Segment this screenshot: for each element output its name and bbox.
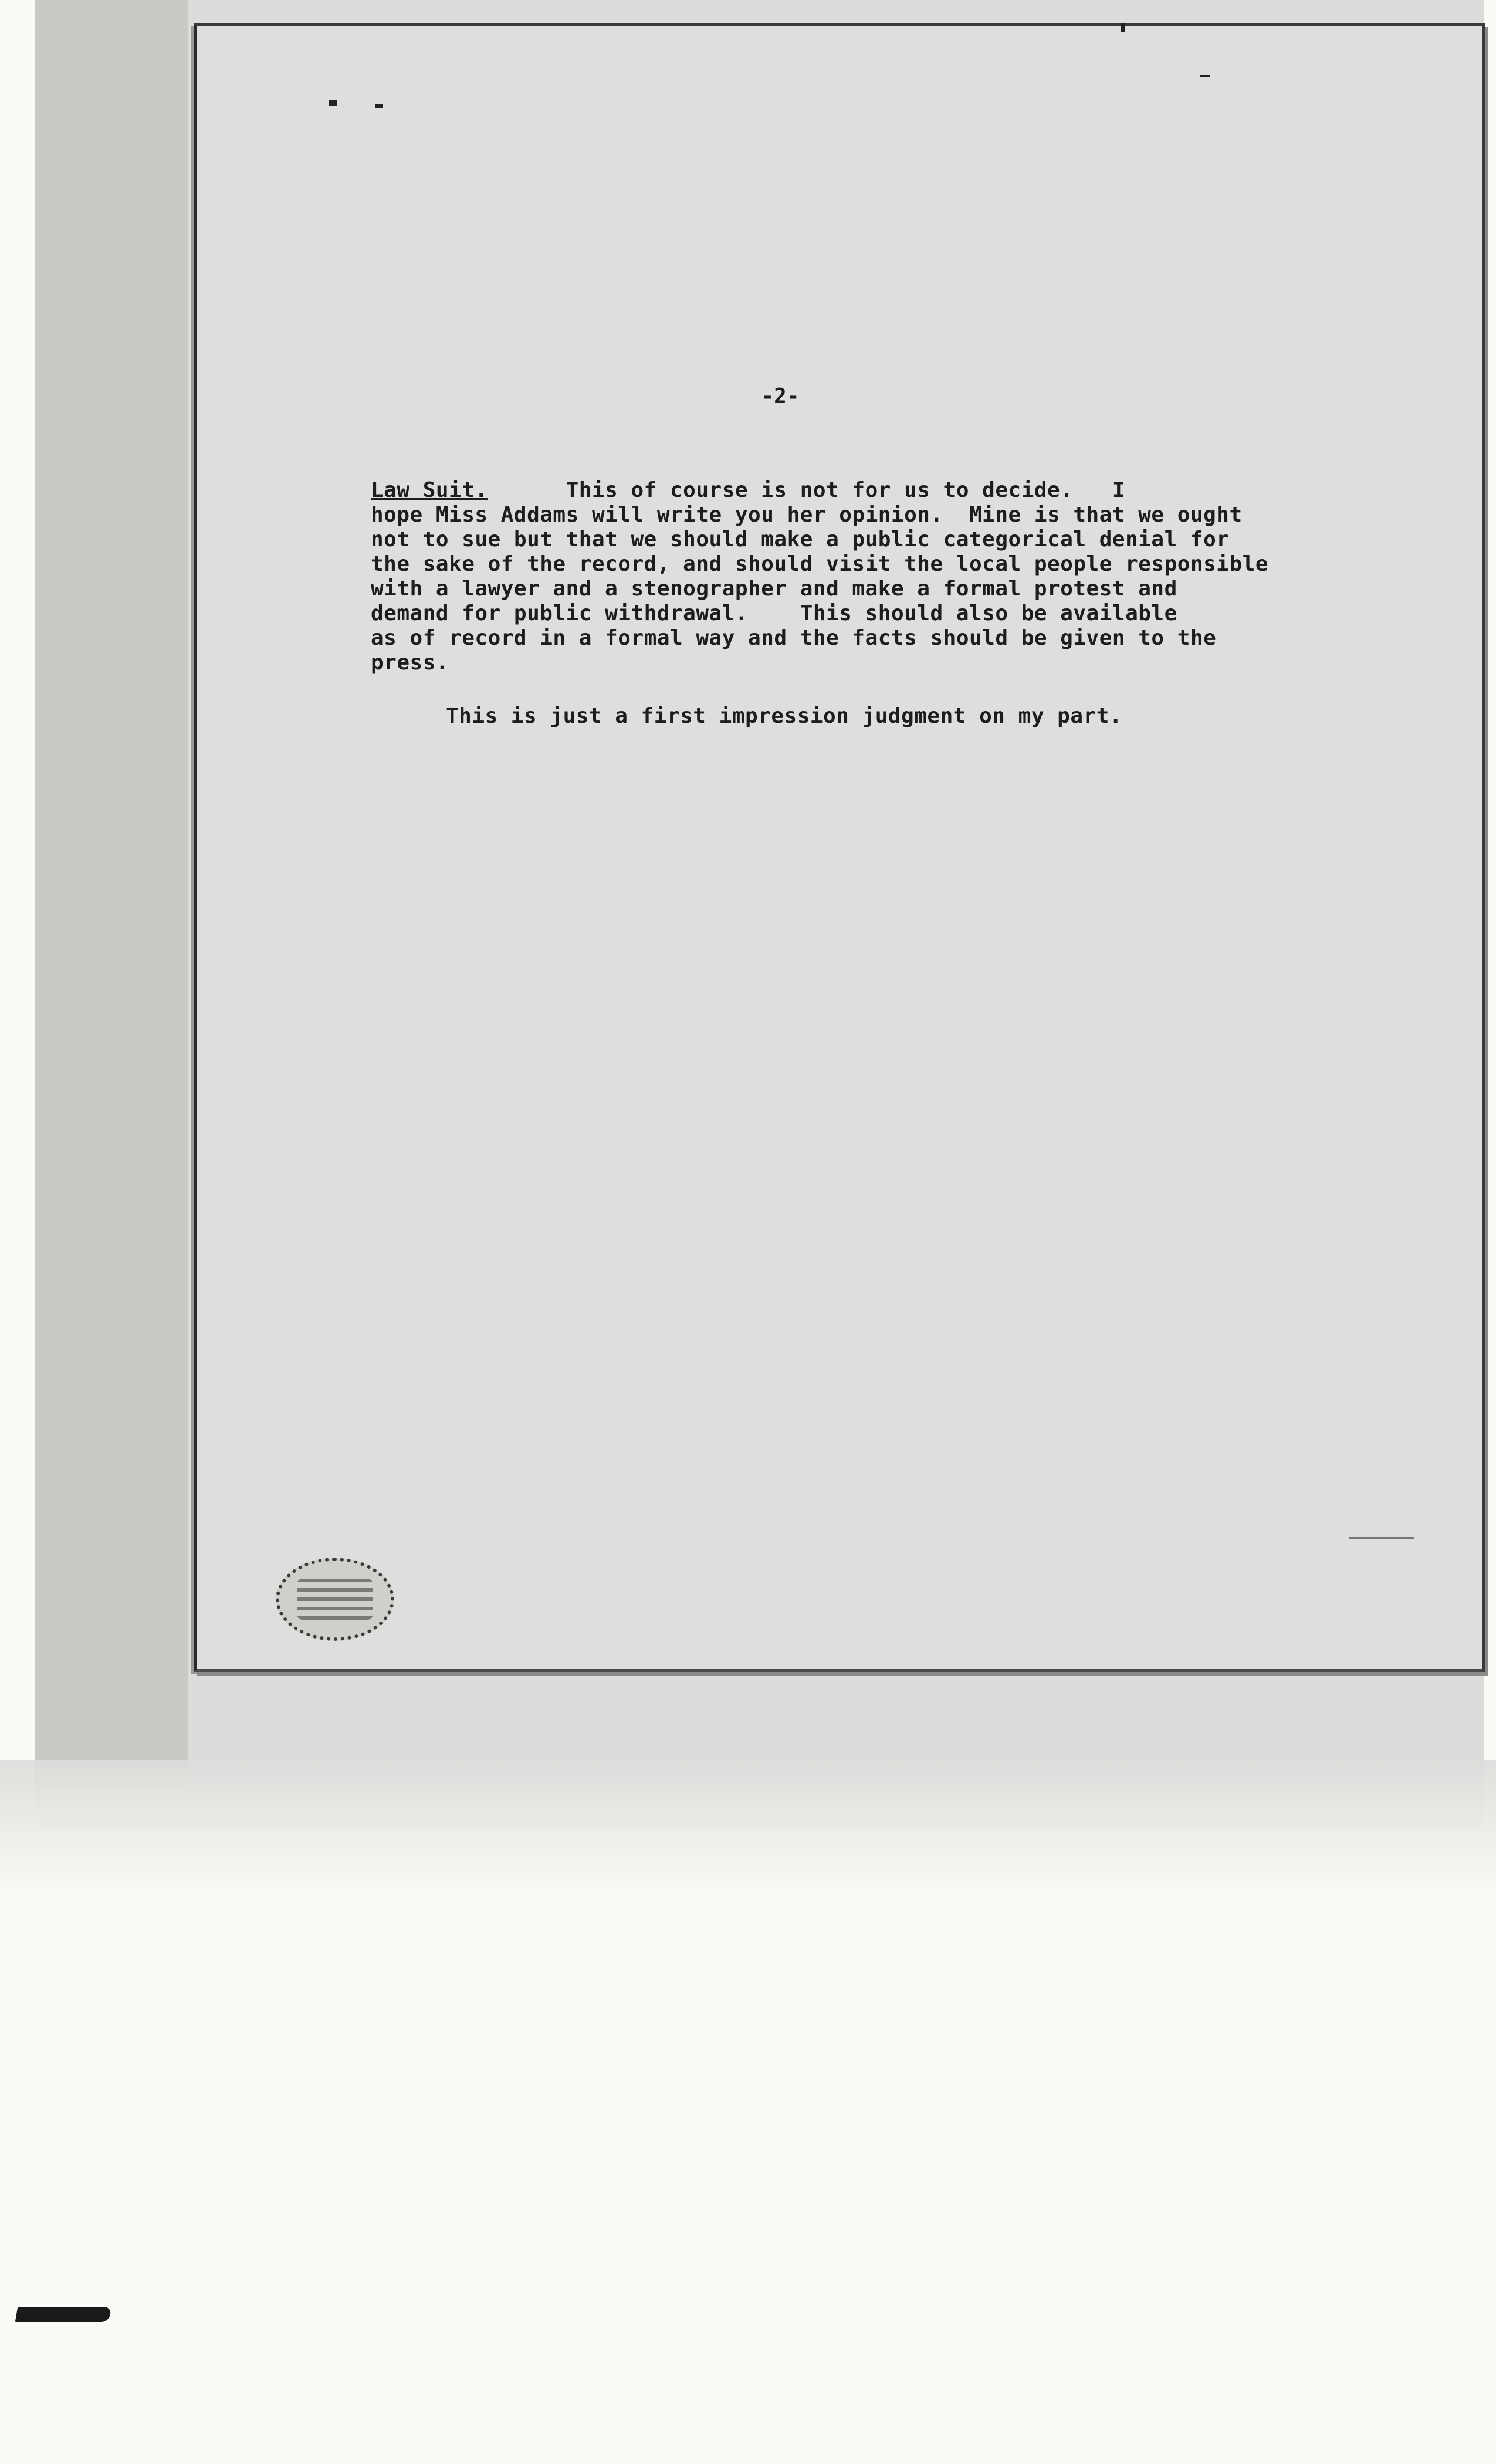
typed-page <box>194 23 1485 1672</box>
speck-mark <box>375 104 383 108</box>
photocopy-fade <box>0 1760 1496 1901</box>
paragraph-law-suit <box>371 478 1409 675</box>
margin-ink-mark <box>15 2307 112 2322</box>
section-heading: Law Suit. <box>371 478 488 502</box>
closing-sentence: This is just a first impression judgment on my part. <box>446 704 1123 728</box>
text-line: not to sue but that we should make a public categorical denial for <box>371 527 1230 551</box>
text-line: hope Miss Addams will write you her opinion. Mine is that we ought <box>371 503 1243 527</box>
speck-mark <box>1349 1537 1414 1539</box>
text-line: press. <box>371 651 449 675</box>
archive-stamp <box>276 1558 394 1641</box>
speck-mark <box>329 100 337 106</box>
text-line: demand for public withdrawal. This should also be available <box>371 601 1177 625</box>
text-line: as of record in a formal way and the facts should be given to the <box>371 626 1217 650</box>
stamp-text-marks <box>297 1579 373 1620</box>
photocopy-shadow-edge <box>35 0 188 1789</box>
text-line: the sake of the record, and should visit the local people responsible <box>371 552 1268 576</box>
first-line <box>371 478 1409 503</box>
speck-mark <box>1121 23 1125 32</box>
first-line-text: This of course is not for us to decide. I <box>488 478 1126 502</box>
page-number: -2- <box>761 384 800 408</box>
text-line: with a lawyer and a stenographer and make a formal protest and <box>371 577 1177 601</box>
speck-mark <box>1200 75 1210 77</box>
